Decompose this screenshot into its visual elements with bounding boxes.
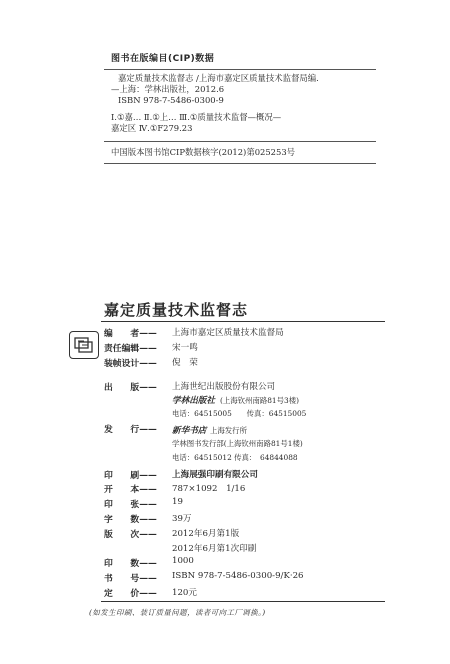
format-value: 787×1092 1/16 (172, 484, 246, 494)
cip-line-1: 嘉定质量技术监督志 /上海市嘉定区质量技术监督局编. (118, 73, 319, 83)
format-label: 开 本—— (104, 485, 157, 495)
price-value: 120元 (172, 588, 197, 598)
cip-line-3: ISBN 978-7-5486-0300-9 (118, 95, 224, 105)
publisher-logo-icon (69, 331, 99, 359)
cip-mid-rule (104, 141, 376, 142)
cip-footer: 中国版本图书馆CIP数据核字(2012)第025253号 (111, 147, 296, 157)
edition-label: 版 次—— (104, 530, 157, 540)
book-title: 嘉定质量技术监督志 (104, 301, 249, 319)
printer-value: 上海展强印刷有限公司 (172, 470, 258, 480)
imprint-address: (上海钦州南路81号3楼) (220, 396, 299, 405)
words-label: 字 数—— (104, 515, 157, 525)
printer-label: 印 刷—— (104, 471, 157, 481)
distribution-label: 发 行—— (104, 425, 157, 435)
sheets-label: 印 张—— (104, 500, 157, 510)
price-label: 定 价—— (104, 589, 157, 599)
distributor-phone: 电话：64515012 传真： 64844088 (172, 453, 298, 462)
cip-line-2: —上海：学林出版社，2012.6 (111, 84, 225, 94)
design-value: 倪 荣 (172, 358, 198, 368)
quality-notice: (如发生印刷、装订质量问题，读者可向工厂调换。) (89, 608, 266, 617)
cip-bottom-rule (104, 163, 376, 164)
distributor-dept: 学林图书发行部(上海钦州南路81号1楼) (172, 439, 303, 448)
chief-editor-value: 宋一鸣 (172, 343, 198, 353)
impression-value: 2012年6月第1次印刷 (172, 544, 257, 554)
print-run-value: 1000 (172, 556, 194, 566)
imprint-phone: 电话：64515005 传真：64515005 (172, 409, 307, 418)
distributor-name: 新华书店 (172, 426, 207, 436)
chief-editor-label: 责任编辑—— (104, 344, 157, 354)
sheets-value: 19 (172, 497, 183, 507)
imprint-name: 学林出版社 (172, 396, 215, 406)
isbn-value: ISBN 978-7-5486-0300-9/K·26 (172, 571, 304, 581)
distributor-branch: 上海发行所 (210, 426, 247, 435)
publisher-value: 上海世纪出版股份有限公司 (172, 382, 276, 392)
publisher-label: 出 版—— (104, 383, 157, 393)
editor-value: 上海市嘉定区质量技术监督局 (172, 328, 284, 338)
words-value: 39万 (172, 514, 192, 524)
bottom-rule (101, 601, 385, 602)
title-rule (101, 321, 385, 322)
print-run-label: 印 数—— (104, 559, 157, 569)
cip-top-rule (104, 69, 376, 70)
cip-line-5: 嘉定区 Ⅳ.①F279.23 (111, 123, 193, 133)
editor-label: 编 者—— (104, 329, 157, 339)
cip-heading: 图书在版编目(CIP)数据 (111, 54, 215, 64)
edition-value: 2012年6月第1版 (172, 529, 240, 539)
isbn-label: 书 号—— (104, 574, 157, 584)
cip-line-4: Ⅰ.①嘉… Ⅱ.①上… Ⅲ.①质量技术监督—概况— (111, 112, 282, 122)
design-label: 装帧设计—— (104, 359, 157, 369)
